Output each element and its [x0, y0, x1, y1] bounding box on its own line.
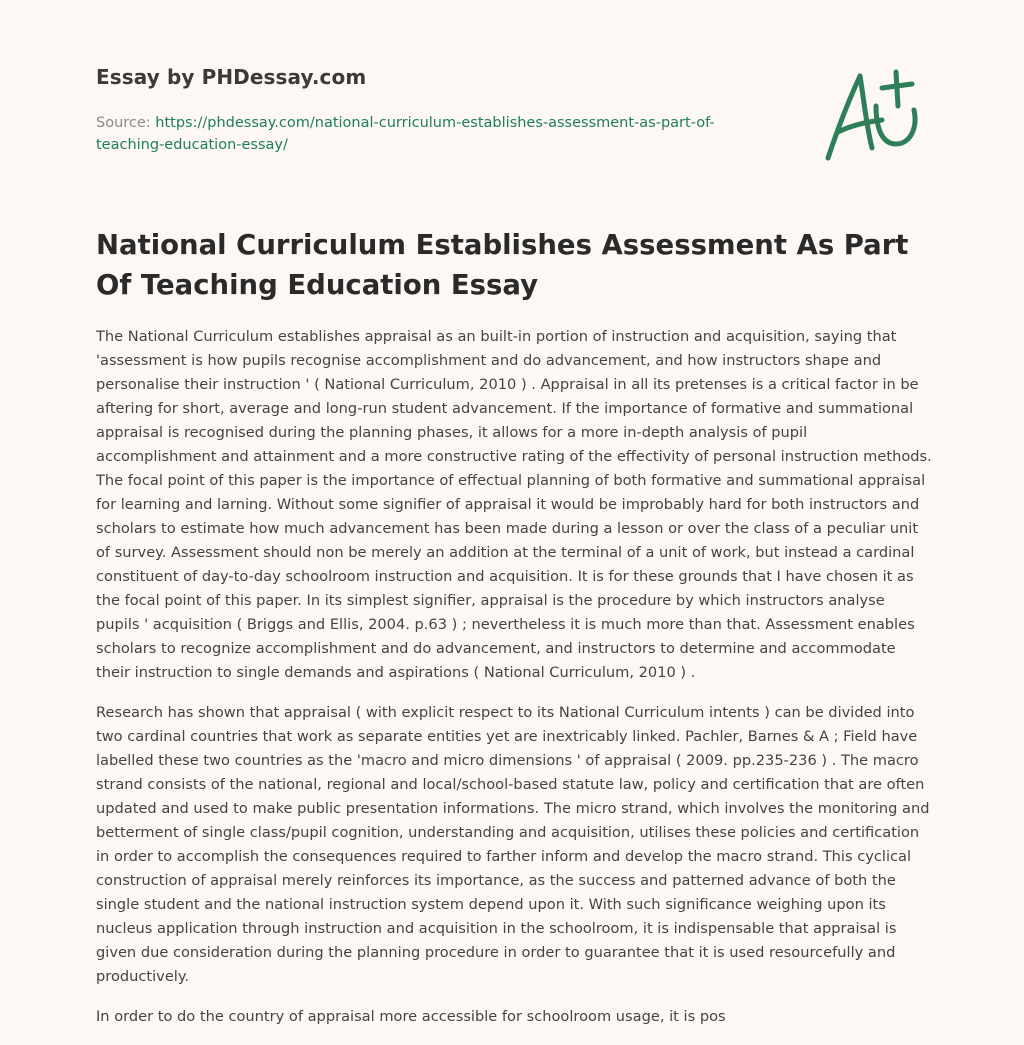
source-label: Source:	[96, 115, 151, 131]
a-plus-grade-icon	[820, 66, 930, 166]
essay-paragraph: In order to do the country of appraisal more accessible for schoolroom usage, it is pos	[96, 1008, 726, 1025]
source-line	[96, 112, 756, 156]
essay-paragraph: The National Curriculum establishes appraisal as an built-in portion of instruction and acquisition, saying that 'assessment is how pupils recognise accomplishment and do advancement, and how instructors shape and personalise their instruction ' ( National Curriculum, 2010 ) . Appraisal in all its pretenses is a critical factor in be aftering for short, average and long-run student advancement. If the importance of formative and summational appraisal is recognised during the planning phases, it allows for a more in-depth analysis of pupil accomplishment and attainment and a more constructive rating of the effectivity of personal instruction methods. The focal point of this paper is the importance of effectual planning of both formative and summational appraisal for learning and larning. Without some signifier of appraisal it would be improbably hard for both instructors and scholars to estimate how much advancement has been made during a lesson or over the class of a peculiar unit of survey. Assessment should non be merely an addition at the terminal of a unit of work, but instead a cardinal constituent of day-to-day schoolroom instruction and acquisition. It is for these grounds that I have chosen it as the focal point of this paper. In its simplest signifier, appraisal is the procedure by which instructors analyse pupils ' acquisition ( Briggs and Ellis, 2004. p.63 ) ; nevertheless it is much more than that. Assessment enables scholars to recognize accomplishment and do advancement, and instructors to determine and accommodate their instruction to single demands and aspirations ( National Curriculum, 2010 ) .	[96, 328, 932, 681]
essay-title: National Curriculum Establishes Assessment As Part Of Teaching Education Essay	[96, 229, 909, 301]
essay-paragraph: Research has shown that appraisal ( with explicit respect to its National Curriculum intents ) can be divided into two cardinal countries that work as separate entities yet are inextricably linked. Pachler, Barnes & A ; Field have labelled these two countries as the 'macro and micro dimensions ' of appraisal ( 2009. pp.235-236 ) . The macro strand consists of the national, regional and local/school-based statute law, policy and certification that are often updated and used to make public presentation informations. The micro strand, which involves the monitoring and betterment of single class/pupil cognition, understanding and acquisition, utilises these policies and certification in order to accomplish the consequences required to farther inform and develop the macro strand. This cyclical construction of appraisal merely reinforces its importance, as the success and patterned advance of both the single student and the national instruction system depend upon it. With such significance weighing upon its nucleus application through instruction and acquisition in the schoolroom, it is indispensable that appraisal is given due consideration during the planning procedure in order to guarantee that it is used resourcefully and productively.	[96, 704, 930, 985]
essay-body	[96, 325, 932, 1045]
source-link[interactable]: https://phdessay.com/national-curriculum-establishes-assessment-as-part-of-teaching-education-essay/	[96, 115, 715, 153]
site-title: Essay by PHDessay.com	[96, 65, 367, 89]
